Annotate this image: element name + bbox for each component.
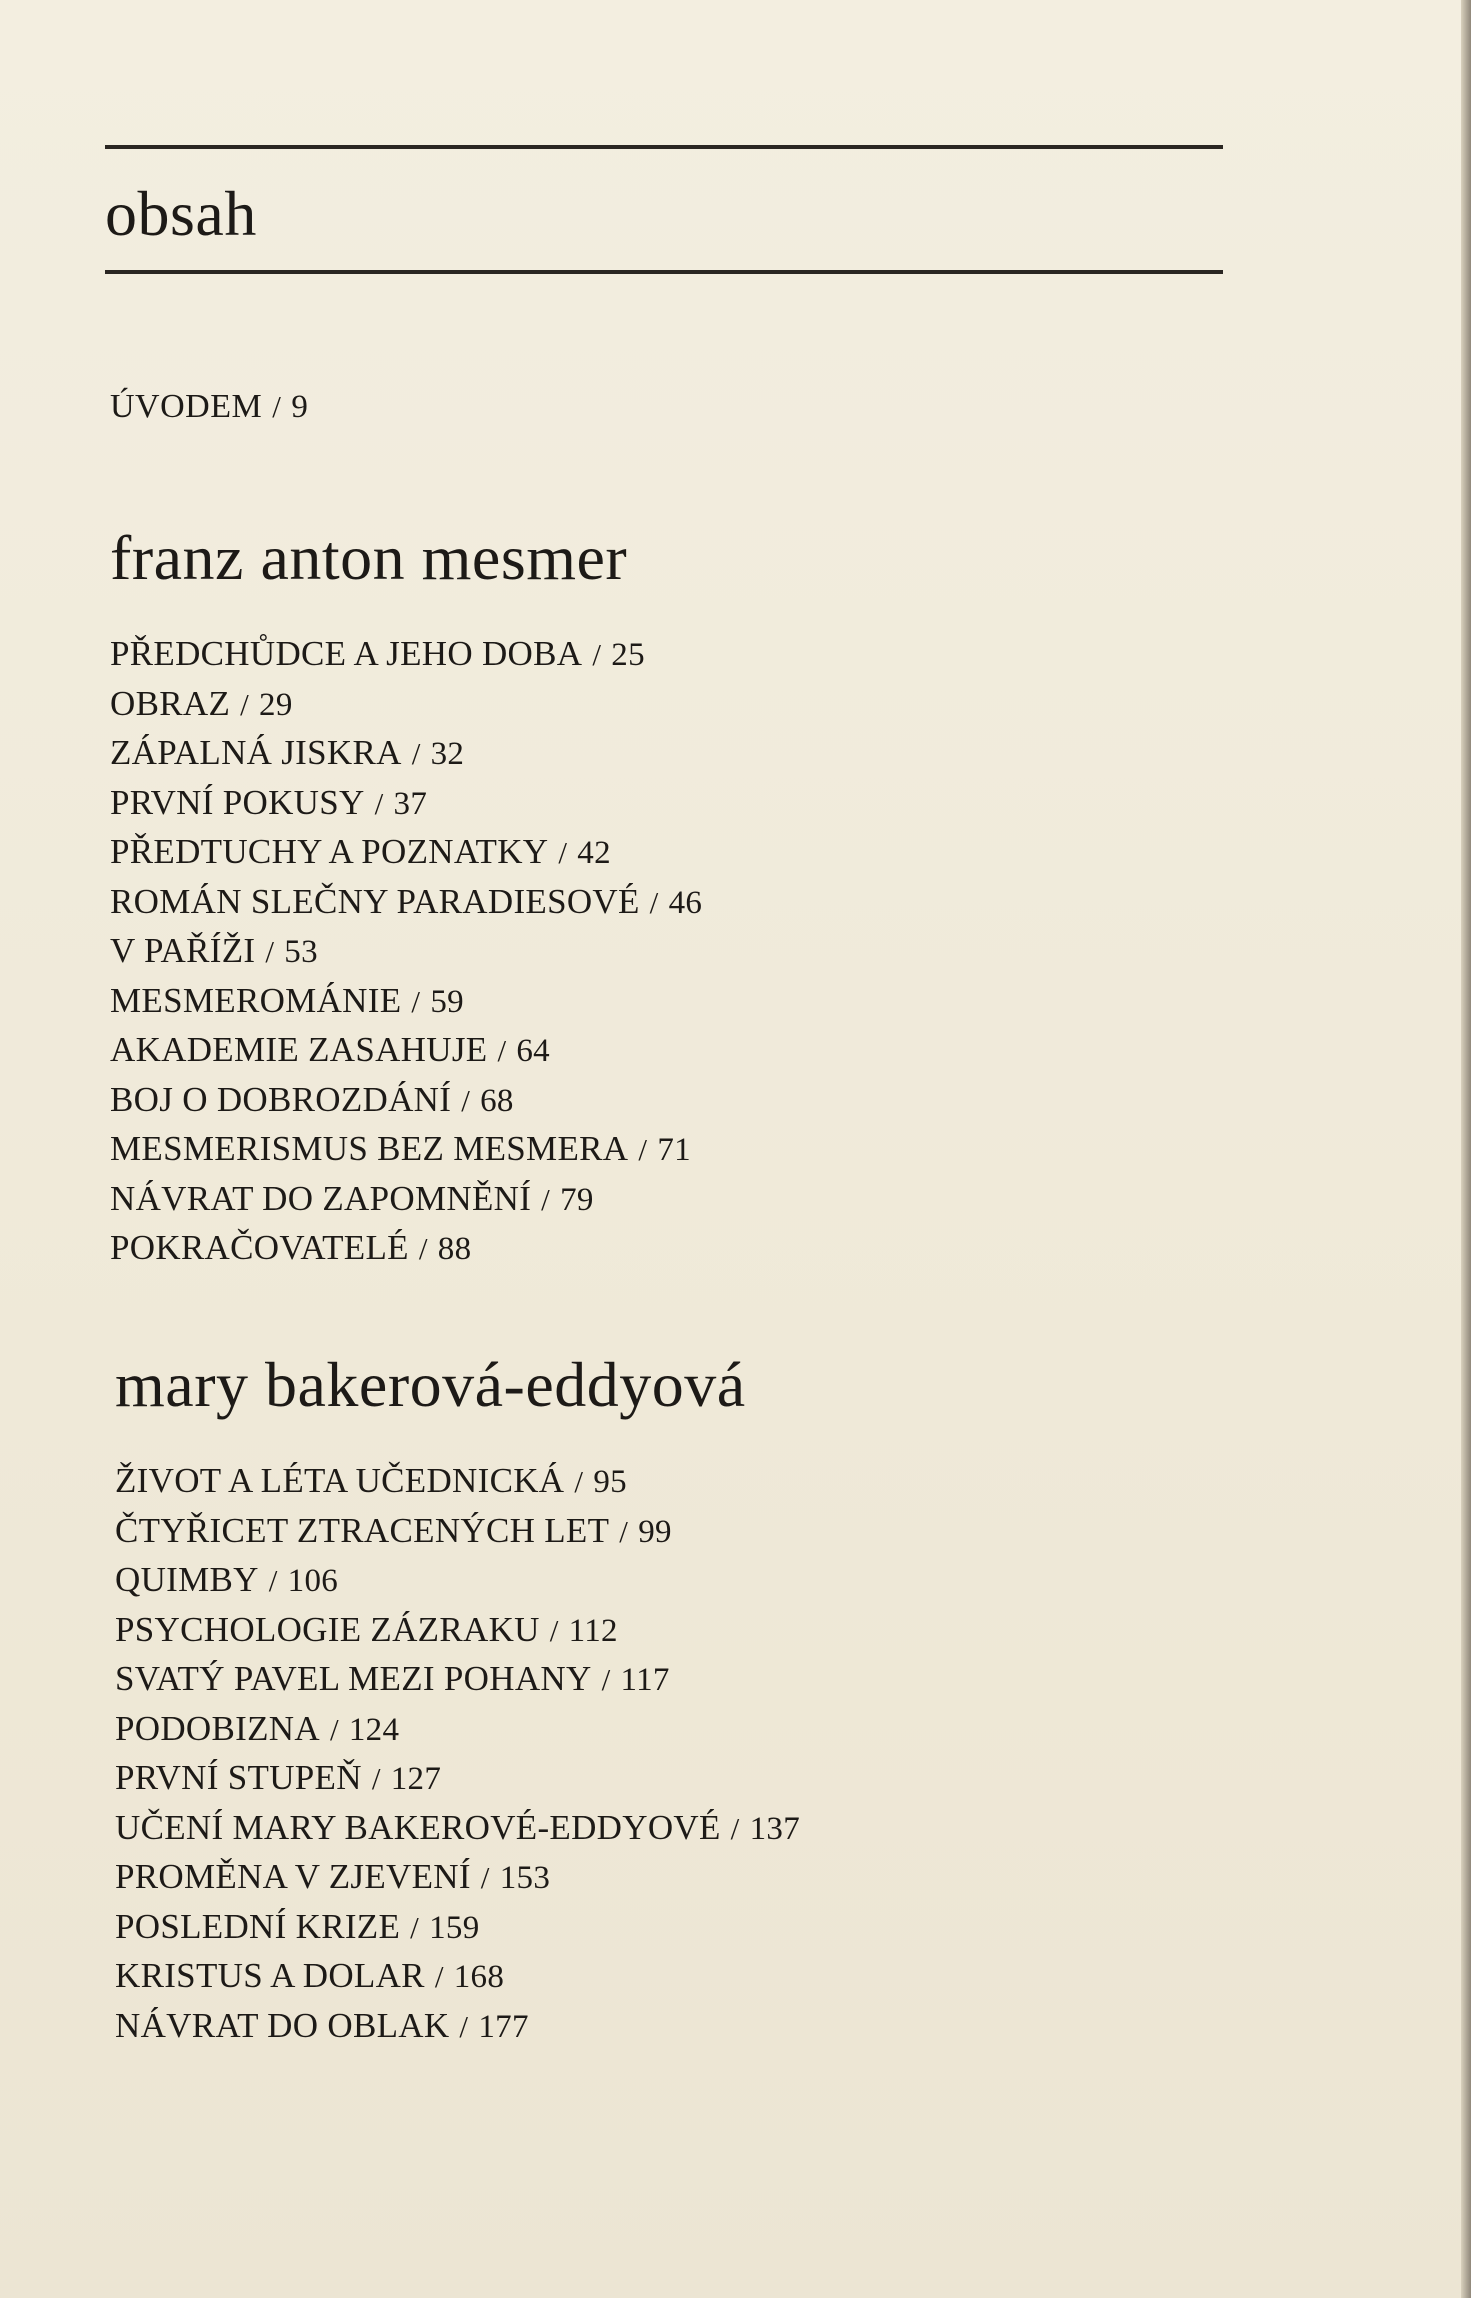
toc-entry	[115, 1903, 800, 1953]
toc-entry	[115, 1754, 800, 1804]
entry-title: PRVNÍ POKUSY	[110, 782, 365, 822]
entry-separator: /	[268, 1563, 278, 1598]
entry-page: 53	[284, 934, 318, 970]
entry-page: 153	[499, 1860, 551, 1896]
entry-page: 124	[348, 1711, 400, 1748]
entry-page: 112	[568, 1612, 618, 1649]
entry-separator: /	[549, 1612, 559, 1648]
entry-page: 88	[437, 1231, 472, 1267]
entry-page: 117	[620, 1662, 670, 1698]
entry-page: 137	[749, 1810, 800, 1847]
entry-separator: /	[434, 1959, 444, 1994]
toc-entry	[110, 927, 702, 977]
toc-entry	[115, 1457, 800, 1507]
entry-page: 159	[429, 1909, 480, 1946]
entry-title: V PAŘÍŽI	[110, 931, 256, 970]
entry-separator: /	[480, 1860, 490, 1895]
section-heading: franz anton mesmer	[110, 522, 628, 593]
entry-title: PRVNÍ STUPEŇ	[115, 1758, 362, 1797]
entry-page: 29	[259, 686, 293, 723]
entry-separator: /	[638, 1132, 648, 1167]
entry-title: NÁVRAT DO ZAPOMNĚNÍ	[110, 1178, 532, 1218]
entry-separator: /	[558, 835, 568, 870]
entry-title: QUIMBY	[115, 1560, 259, 1599]
entry-title: POKRAČOVATELÉ	[110, 1228, 409, 1267]
toc-entry	[115, 1556, 800, 1606]
entry-page: 99	[638, 1513, 672, 1550]
entry-title: ÚVODEM	[110, 388, 263, 425]
entry-separator: /	[601, 1662, 611, 1697]
entry-title: ROMÁN SLEČNY PARADIESOVÉ	[110, 881, 640, 921]
toc-entry	[110, 1076, 702, 1126]
entry-page: 177	[478, 2008, 529, 2045]
entry-title: MESMERISMUS BEZ MESMERA	[110, 1129, 629, 1168]
entry-list	[110, 630, 702, 1274]
entry-separator: /	[461, 1082, 471, 1118]
toc-title: obsah	[105, 178, 257, 249]
toc-entry	[115, 1507, 800, 1557]
toc-entry	[115, 1853, 800, 1903]
toc-entry	[115, 1655, 800, 1705]
entry-title: PROMĚNA V ZJEVENÍ	[115, 1857, 471, 1896]
toc-entry	[110, 779, 702, 829]
entry-separator: /	[418, 1231, 428, 1266]
entry-title: NÁVRAT DO OBLAK	[115, 2005, 450, 2045]
entry-title: POSLEDNÍ KRIZE	[115, 1906, 401, 1946]
toc-entry	[115, 2002, 800, 2052]
entry-title: PSYCHOLOGIE ZÁZRAKU	[115, 1609, 540, 1649]
entry-page: 59	[430, 983, 464, 1020]
page-edge	[1461, 0, 1471, 2298]
entry-separator: /	[497, 1033, 507, 1068]
entry-title: PŘEDTUCHY A POZNATKY	[110, 832, 549, 871]
entry-separator: /	[265, 934, 275, 969]
entry-page: 127	[390, 1761, 442, 1797]
toc-entry	[115, 1952, 800, 2002]
entry-title: OBRAZ	[110, 683, 231, 723]
entry-page: 64	[516, 1033, 550, 1069]
toc-entry	[110, 630, 702, 680]
entry-page: 42	[577, 835, 611, 871]
entry-title: ZÁPALNÁ JISKRA	[110, 733, 402, 772]
entry-title: ŽIVOT A LÉTA UČEDNICKÁ	[115, 1461, 565, 1500]
entry-separator: /	[574, 1464, 584, 1499]
toc-entry	[115, 1606, 800, 1656]
entry-title: BOJ O DOBROZDÁNÍ	[110, 1079, 452, 1119]
title-rule-bottom	[105, 270, 1223, 274]
entry-title: SVATÝ PAVEL MEZI POHANY	[115, 1659, 592, 1698]
entry-separator: /	[541, 1181, 551, 1217]
toc-entry-intro	[110, 390, 308, 424]
entry-separator: /	[371, 1761, 381, 1796]
entry-page: 32	[430, 736, 465, 772]
toc-entry	[110, 878, 702, 928]
entry-separator: /	[240, 686, 250, 722]
entry-page: 79	[560, 1181, 594, 1218]
entry-title: AKADEMIE ZASAHUJE	[110, 1030, 488, 1069]
entry-page: 71	[657, 1132, 691, 1168]
toc-entry	[110, 680, 702, 730]
entry-list	[115, 1457, 800, 2051]
entry-separator: /	[374, 785, 384, 821]
entry-page: 25	[611, 637, 645, 673]
entry-separator: /	[649, 884, 659, 920]
entry-title: PŘEDCHŮDCE A JEHO DOBA	[110, 634, 583, 673]
entry-page: 95	[593, 1464, 627, 1500]
toc-entry	[110, 977, 702, 1027]
entry-page: 168	[453, 1959, 505, 1995]
entry-separator: /	[329, 1711, 339, 1747]
entry-separator: /	[272, 389, 282, 424]
entry-separator: /	[410, 1909, 420, 1945]
entry-separator: /	[459, 2008, 469, 2044]
toc-entry	[110, 828, 702, 878]
entry-title: KRISTUS A DOLAR	[115, 1956, 425, 1995]
section-mesmer	[110, 522, 703, 1274]
toc-entry	[110, 1224, 702, 1274]
section-bakerova-eddyova	[115, 1349, 800, 2051]
toc-entry	[110, 1026, 702, 1076]
toc-entry	[115, 1804, 800, 1854]
entry-title: PODOBIZNA	[115, 1708, 320, 1748]
entry-page: 37	[393, 785, 428, 822]
section-heading: mary bakerová-eddyová	[115, 1349, 746, 1420]
entry-title: ČTYŘICET ZTRACENÝCH LET	[115, 1510, 610, 1550]
entry-separator: /	[411, 983, 421, 1019]
toc-entry	[110, 729, 702, 779]
entry-page: 106	[287, 1563, 339, 1599]
toc-entry	[115, 1705, 800, 1755]
entry-page: 46	[668, 884, 703, 921]
entry-page: 9	[291, 389, 309, 425]
entry-title: MESMEROMÁNIE	[110, 980, 402, 1020]
entry-separator: /	[730, 1810, 740, 1846]
entry-separator: /	[619, 1513, 629, 1549]
entry-title: UČENÍ MARY BAKEROVÉ-EDDYOVÉ	[115, 1807, 721, 1847]
entry-separator: /	[411, 736, 421, 771]
toc-entry	[110, 1125, 702, 1175]
title-rule-top	[105, 145, 1223, 149]
entry-separator: /	[592, 637, 602, 672]
toc-entry	[110, 1175, 702, 1225]
entry-page: 68	[480, 1082, 514, 1119]
